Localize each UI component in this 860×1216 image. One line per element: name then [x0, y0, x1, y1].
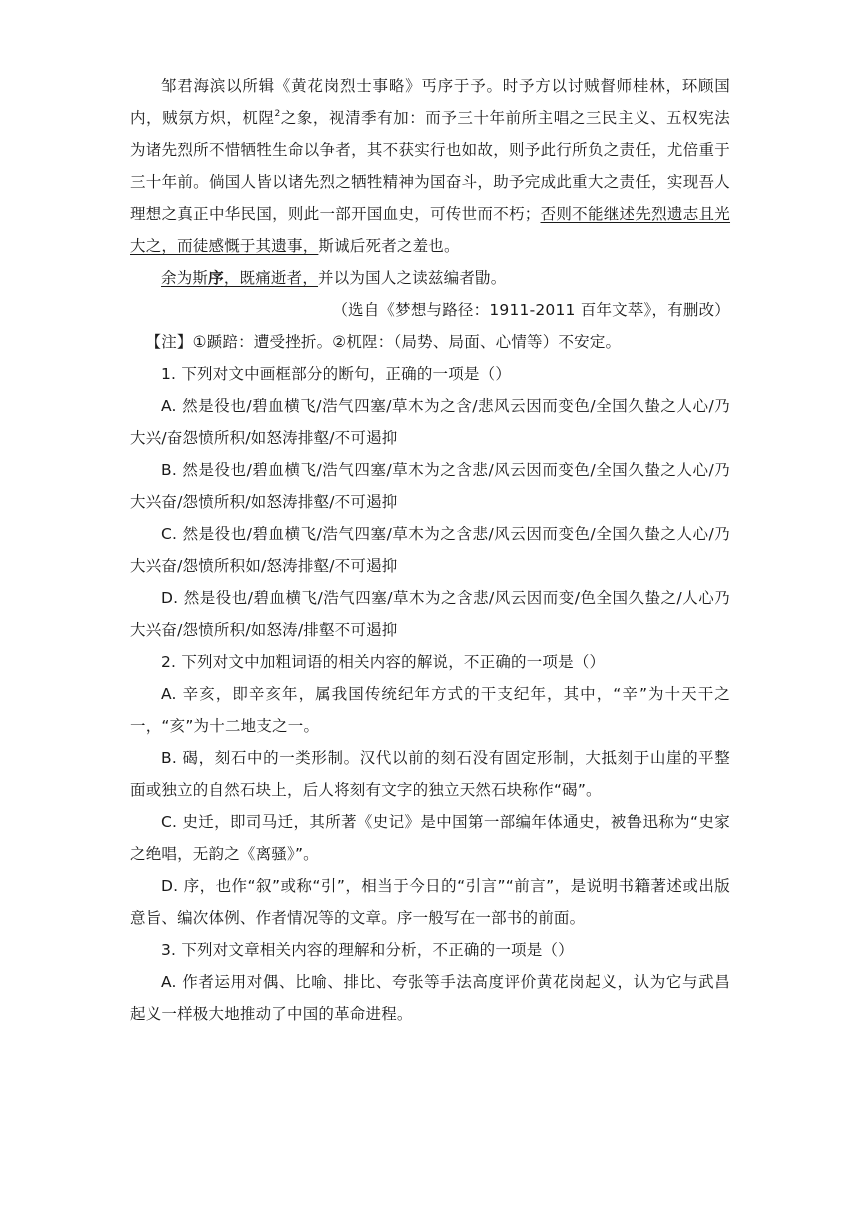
passage-paragraph-1: [130, 70, 730, 262]
passage-text: 并以为国人之读兹编者勖。: [318, 269, 507, 287]
question-3-option-a: A. 作者运用对偶、比喻、排比、夸张等手法高度评价黄花岗起义，认为它与武昌起义一样极大地推动了中国的革命进程。: [130, 973, 730, 1023]
question-1-option-a: A. 然是役也/碧血横飞/浩气四塞/草木为之含/悲风云因而变色/全国久蛰之人心/乃大兴/奋怨愤所积/如怒涛排壑/不可遏抑: [130, 397, 730, 447]
underlined-sentence: 否则不能继述先烈遗志且光大之，而徒感慨于其遗事，: [130, 205, 731, 255]
passage-text: 之象，视清季有加：而予三十年前所主唱之三民主义、五权宪法为诸先烈所不惜牺牲生命以争者，其不获实行也如故，则予此行所负之责任，尤倍重于三十年前。倘国人皆以诸先烈之牺牲精神为国奋斗，助予完成此重大之责任，实现吾人理想之真正中华民国，则此一部开国血史，可传世而不朽；: [130, 109, 730, 223]
question-1-stem: 1. 下列对文中画框部分的断句，正确的一项是（）: [161, 365, 512, 383]
document-body: [130, 70, 730, 1030]
underlined-phrase: [161, 269, 318, 287]
bold-term: 序: [208, 269, 224, 287]
question-2-option-c: C. 史迁，即司马迁，其所著《史记》是中国第一部编年体通史，被鲁迅称为“史家之绝唱，无韵之《离骚》”。: [130, 813, 730, 863]
question-2-stem: 2. 下列对文中加粗词语的相关内容的解说，不正确的一项是（）: [161, 653, 606, 671]
question-3-stem: 3. 下列对文章相关内容的理解和分析，不正确的一项是（）: [161, 941, 574, 959]
underlined-text: 余为斯: [161, 269, 209, 287]
question-2-option-b: B. 碣，刻石中的一类形制。汉代以前的刻石没有固定形制，大抵刻于山崖的平整面或独立的自然石块上，后人将刻有文字的独立天然石块称作“碣”。: [130, 749, 730, 799]
question-2-option-a: A. 辛亥，即辛亥年，属我国传统纪年方式的干支纪年，其中，“辛”为十天干之一，“亥”为十二地支之一。: [130, 685, 730, 735]
question-1-option-d: D. 然是役也/碧血横飞/浩气四塞/草木为之含悲/风云因而变/色全国久蛰之/人心乃大兴奋/怨愤所积/如怒涛/排壑不可遏抑: [130, 589, 730, 639]
passage-text: 邹君海滨以所辑《黄花岗烈士事略》丐序于予。时予方以讨贼督师桂林，环顾国内，贼氛方炽，杌陧: [130, 77, 730, 127]
underlined-text: ，既痛逝者，: [223, 269, 319, 287]
question-1-option-c: C. 然是役也/碧血横飞/浩气四塞/草木为之含悲/风云因而变色/全国久蛰之人心/乃大兴奋/怨愤所积如/怒涛排壑/不可遏抑: [130, 525, 730, 575]
footnote-marker: 2: [274, 109, 281, 119]
question-1-option-b: B. 然是役也/碧血横飞/浩气四塞/草木为之含悲/风云因而变色/全国久蛰之人心/乃大兴奋/怨愤所积/如怒涛排壑/不可遏抑: [130, 461, 730, 511]
annotation-note: 【注】①踬踣：遭受挫折。②杌陧：（局势、局面、心情等）不安定。: [145, 333, 622, 351]
passage-text: 斯诚后死者之羞也。: [318, 237, 460, 255]
question-2-option-d: D. 序，也作“叙”或称“引”，相当于今日的“引言”“前言”，是说明书籍著述或出版意旨、编次体例、作者情况等的文章。序一般写在一部书的前面。: [130, 877, 730, 927]
source-citation: （选自《梦想与路径：1911-2011 百年文萃》，有删改）: [332, 301, 730, 319]
passage-paragraph-2: [130, 262, 730, 294]
